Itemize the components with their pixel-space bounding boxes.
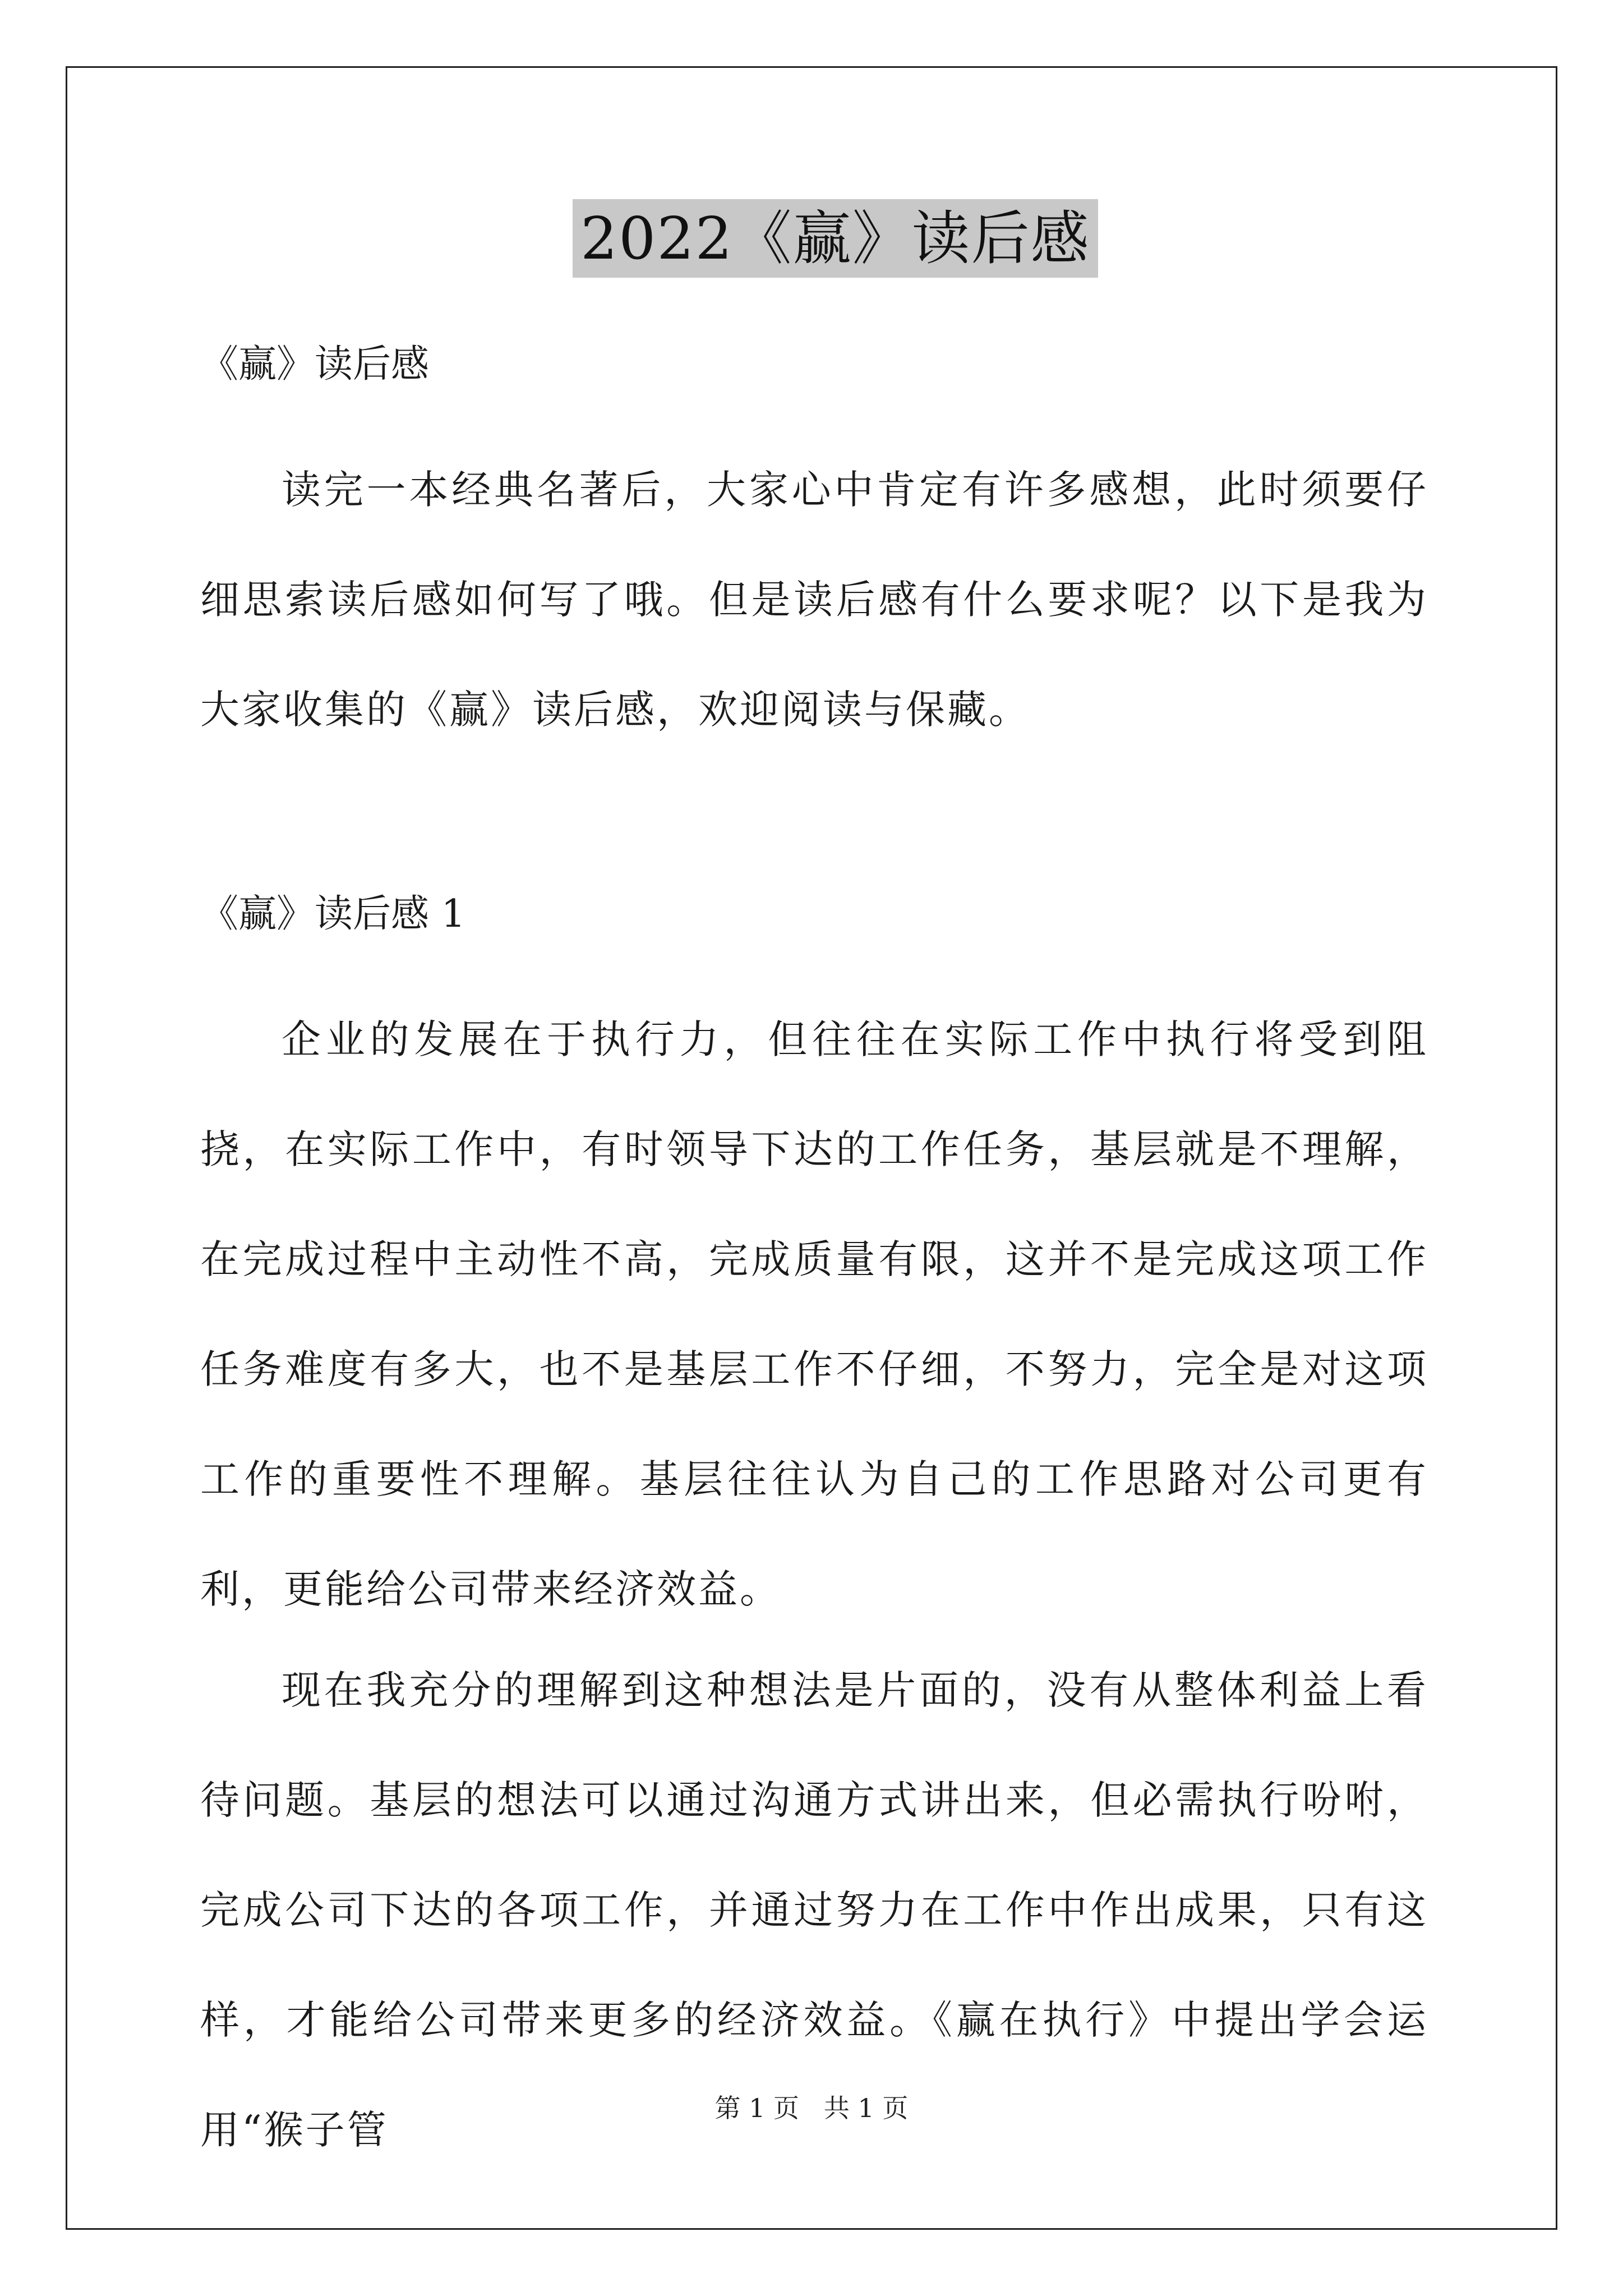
document-title: 2022《赢》读后感	[573, 199, 1098, 278]
intro-paragraph: 读完一本经典名著后，大家心中肯定有许多感想，此时须要仔细思索读后感如何写了哦。但是读后感有什么要求呢？以下是我为大家收集的《赢》读后感，欢迎阅读与保藏。	[200, 467, 1428, 733]
page-footer: 第 1 页 共 1 页	[714, 2093, 909, 2123]
section-paragraph-1: 企业的发展在于执行力，但往往在实际工作中执行将受到阻挠，在实际工作中，有时领导下达的工作任务，基层就是不理解，在完成过程中主动性不高，完成质量有限，这并不是完成这项工作任务难度有多大，也不是基层工作不仔细，不努力，完全是对这项工作的重要性不理解。基层往往认为自己的工作思路对公司更有利，更能给公司带来经济效益。	[200, 1016, 1428, 1612]
section-paragraph-2: 现在我充分的理解到这种想法是片面的，没有从整体利益上看待问题。基层的想法可以通过沟通方式讲出来，但必需执行吩咐，完成公司下达的各项工作，并通过努力在工作中作出成果，只有这样，才能给公司带来更多的经济效益。《赢在执行》中提出学会运用“猴子管	[200, 1667, 1428, 2153]
intro-heading: 《赢》读后感	[200, 342, 430, 386]
section-heading: 《赢》读后感 1	[200, 892, 465, 936]
